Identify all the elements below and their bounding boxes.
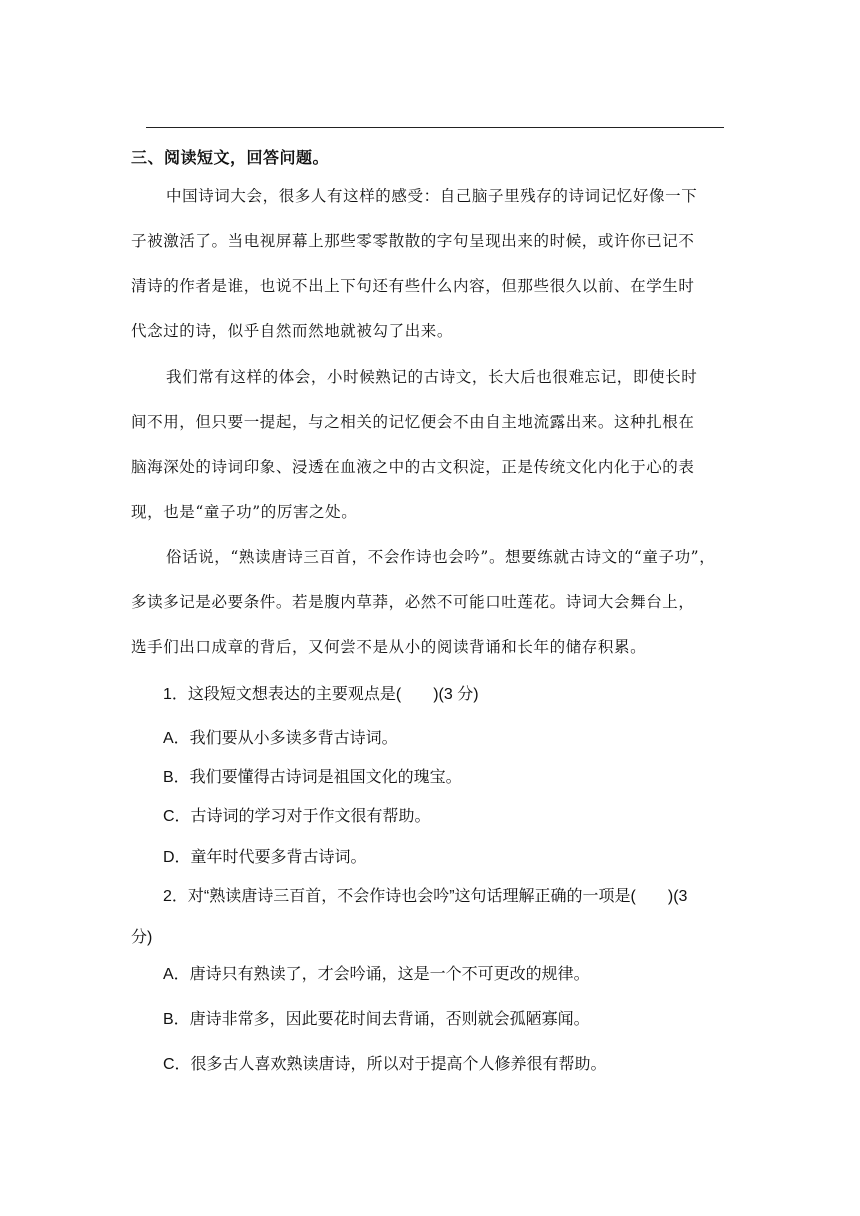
passage-p2-line-2: 间不用，但只要一提起，与之相关的记忆便会不由自主地流露出来。这种扎根在 xyxy=(131,413,695,431)
question-1-option-b: B．我们要懂得古诗词是祖国文化的瑰宝。 xyxy=(163,769,462,786)
question-2-stem-line-1: 2．对“熟读唐诗三百首，不会作诗也会吟”这句话理解正确的一项是( )(3 xyxy=(163,888,688,905)
section-heading: 三、阅读短文，回答问题。 xyxy=(131,148,330,167)
question-1-stem: 1．这段短文想表达的主要观点是( )(3 分) xyxy=(163,686,479,703)
question-2-option-a: A．唐诗只有熟读了，才会吟诵，这是一个不可更改的规律。 xyxy=(163,966,590,983)
question-1-option-d: D．童年时代要多背古诗词。 xyxy=(163,849,367,866)
passage-p3-line-3: 选手们出口成章的背后，又何尝不是从小的阅读背诵和长年的储存积累。 xyxy=(131,638,647,656)
passage-p1-line-3: 清诗的作者是谁，也说不出上下句还有些什么内容，但那些很久以前、在学生时 xyxy=(131,277,695,295)
question-1-option-c: C．古诗词的学习对于作文很有帮助。 xyxy=(163,808,431,825)
question-1-option-a: A．我们要从小多读多背古诗词。 xyxy=(163,730,398,747)
passage-p1-line-1: 中国诗词大会，很多人有这样的感受：自己脑子里残存的诗词记忆好像一下 xyxy=(166,187,698,205)
top-divider-rule xyxy=(146,127,724,128)
passage-p3-line-1: 俗话说，“熟读唐诗三百首，不会作诗也会吟”。想要练就古诗文的“童子功”， xyxy=(166,548,716,566)
passage-p1-line-4: 代念过的诗，似乎自然而然地就被勾了出来。 xyxy=(131,322,454,340)
question-2-option-b: B．唐诗非常多，因此要花时间去背诵，否则就会孤陋寡闻。 xyxy=(163,1011,590,1028)
question-2-option-c: C．很多古人喜欢熟读唐诗，所以对于提高个人修养很有帮助。 xyxy=(163,1056,607,1073)
passage-p2-line-3: 脑海深处的诗词印象、浸透在血液之中的古文积淀，正是传统文化内化于心的表 xyxy=(131,458,695,476)
passage-p2-line-1: 我们常有这样的体会，小时候熟记的古诗文，长大后也很难忘记，即使长时 xyxy=(166,368,698,386)
passage-p1-line-2: 子被激活了。当电视屏幕上那些零零散散的字句呈现出来的时候，或许你已记不 xyxy=(131,232,695,250)
passage-p2-line-4: 现，也是“童子功”的厉害之处。 xyxy=(131,503,358,521)
passage-p3-line-2: 多读多记是必要条件。若是腹内草莽，必然不可能口吐莲花。诗词大会舞台上， xyxy=(131,593,695,611)
question-2-stem-line-2: 分) xyxy=(131,929,153,946)
